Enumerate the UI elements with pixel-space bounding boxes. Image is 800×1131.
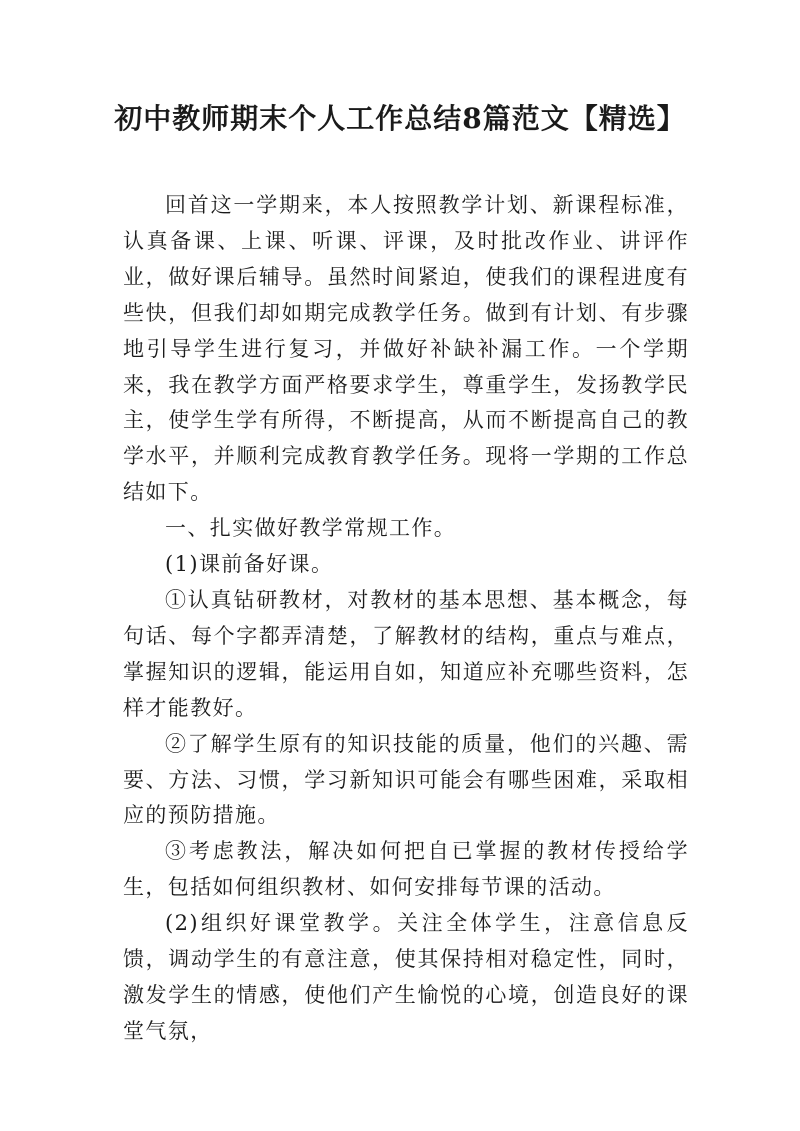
- paragraph-point-1: ①认真钻研教材，对教材的基本思想、基本概念，每句话、每个字都弄清楚，了解教材的结构，重点与难点，掌握知识的逻辑，能运用自如，知道应补充哪些资料，怎样才能教好。: [123, 587, 689, 720]
- paragraph-classroom: (2)组织好课堂教学。关注全体学生，注意信息反馈，调动学生的有意注意，使其保持相对稳定性，同时，激发学生的情感，使他们产生愉悦的心境，创造良好的课堂气氛，: [123, 911, 689, 1043]
- paragraph-intro: 回首这一学期来，本人按照教学计划、新课程标准，认真备课、上课、听课、评课，及时批改作业、讲评作业，做好课后辅导。虽然时间紧迫，使我们的课程进度有些快，但我们却如期完成教学任务。做到有计划、有步骤地引导学生进行复习，并做好补缺补漏工作。一个学期来，我在教学方面严格要求学生，尊重学生，发扬教学民主，使学生学有所得，不断提高，从而不断提高自己的教学水平，并顺利完成教育教学任务。现将一学期的工作总结如下。: [123, 193, 689, 505]
- subsection-heading: (1)课前备好课。: [165, 552, 334, 577]
- document-title: 初中教师期末个人工作总结8篇范文【精选】: [114, 102, 686, 135]
- paragraph-point-3: ③考虑教法，解决如何把自已掌握的教材传授给学生，包括如何组织教材、如何安排每节课的活动。: [123, 839, 689, 900]
- section-heading: 一、扎实做好教学常规工作。: [165, 516, 457, 541]
- paragraph-point-2: ②了解学生原有的知识技能的质量，他们的兴趣、需要、方法、习惯，学习新知识可能会有哪些困难，采取相应的预防措施。: [123, 731, 689, 828]
- document-body: [123, 188, 689, 1050]
